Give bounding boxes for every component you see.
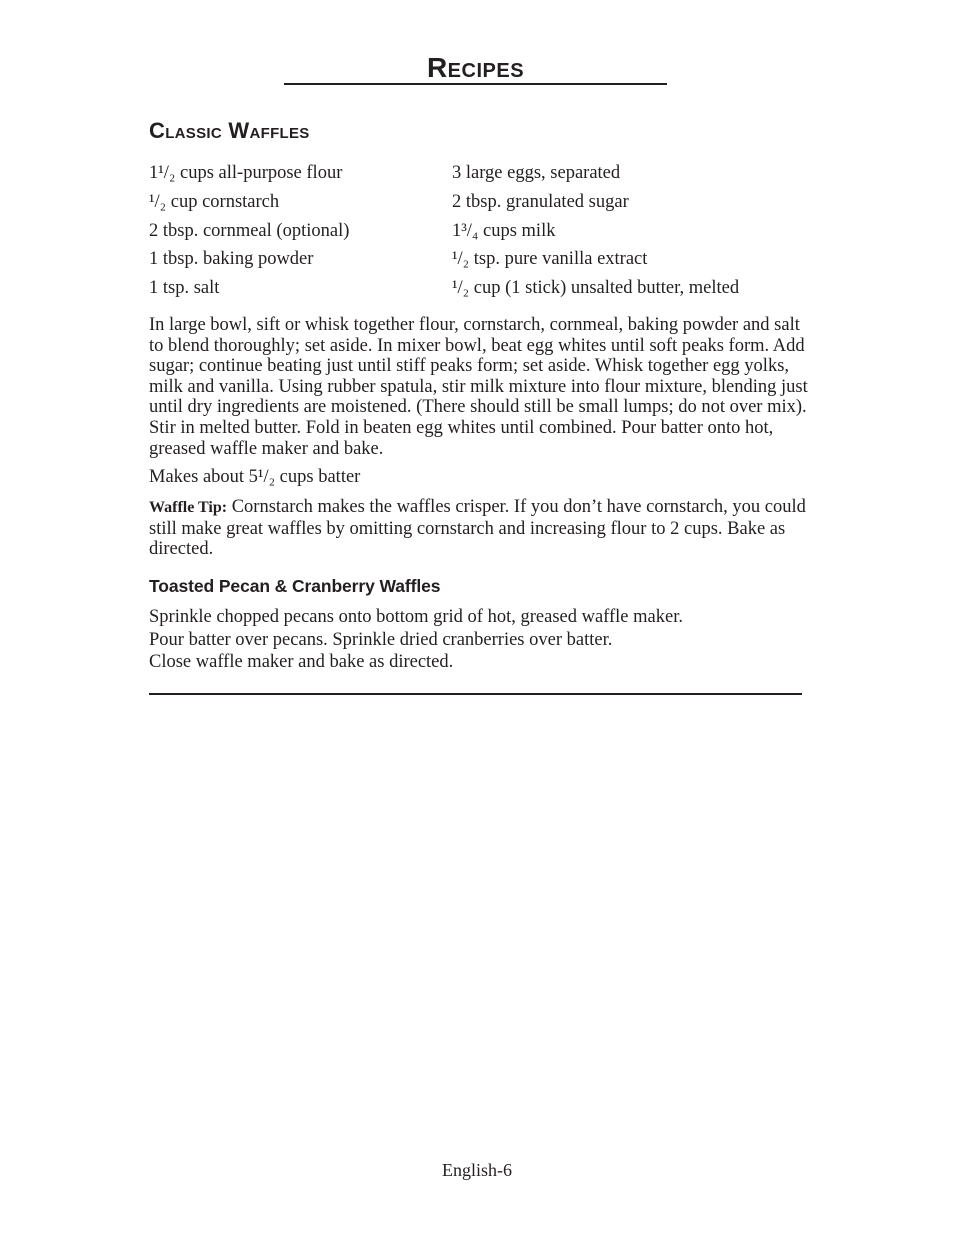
ingredient-row <box>149 188 809 217</box>
ingredients-list <box>149 159 809 303</box>
variation-line: Pour batter over pecans. Sprinkle dried cranberries over batter. <box>149 629 613 650</box>
tip-text: Cornstarch makes the waffles crisper. If you don’t have cornstarch, you could still make great waffles by omitting cornstarch and increasing flour to 2 cups. Bake as directed. <box>149 497 806 559</box>
title-divider <box>284 83 667 85</box>
variation-line: Sprinkle chopped pecans onto bottom grid of hot, greased waffle maker. <box>149 607 683 627</box>
ingredient-item: 1 tsp. salt <box>149 278 220 299</box>
ingredient-row <box>149 159 809 188</box>
ingredient-item: 1¹/₂ cups all-purpose flour <box>149 163 343 183</box>
recipe-yield: Makes about 5¹/₂ cups batter <box>149 467 361 487</box>
section-divider <box>149 693 802 695</box>
variation-line: Close waffle maker and bake as directed. <box>149 652 454 673</box>
ingredient-item: ¹/₂ tsp. pure vanilla extract <box>452 249 648 270</box>
recipe-instructions: In large bowl, sift or whisk together flour, cornstarch, cornmeal, baking powder and salt to blend thoroughly; set aside. In mixer bowl, beat egg whites until soft peaks form. Add sugar; continue beating just until stiff peaks form; set aside. Whisk together egg yolks, milk and vanilla. Using rubber spatula, stir milk mixture into flour mixture, blending just until dry ingredients are moistened. (There should still be small lumps; do not over mix). Stir in melted butter. Fold in beaten egg whites until combined. Pour batter onto hot, greased waffle maker and bake. <box>149 315 808 459</box>
tip-label: Waffle Tip: <box>149 499 228 516</box>
recipe-title: Classic Waffles <box>149 118 310 143</box>
ingredient-item: 1 tbsp. baking powder <box>149 249 314 270</box>
ingredient-row <box>149 217 809 246</box>
ingredient-item: ¹/₂ cup cornstarch <box>149 191 280 212</box>
variation-title: Toasted Pecan & Cranberry Waffles <box>149 576 441 596</box>
page-title: Recipes <box>426 52 525 83</box>
ingredient-item: 1³/₄ cups milk <box>452 220 556 241</box>
variation-instructions <box>149 606 809 674</box>
ingredient-item: 2 tbsp. granulated sugar <box>452 191 629 212</box>
ingredient-row <box>149 274 809 303</box>
page-number: English-6 <box>442 1160 512 1180</box>
ingredient-row <box>149 245 809 274</box>
ingredient-item: 2 tbsp. cornmeal (optional) <box>149 220 350 241</box>
ingredient-item: 3 large eggs, separated <box>452 163 621 183</box>
waffle-tip <box>149 497 809 560</box>
ingredient-item: ¹/₂ cup (1 stick) unsalted butter, melted <box>452 278 740 299</box>
